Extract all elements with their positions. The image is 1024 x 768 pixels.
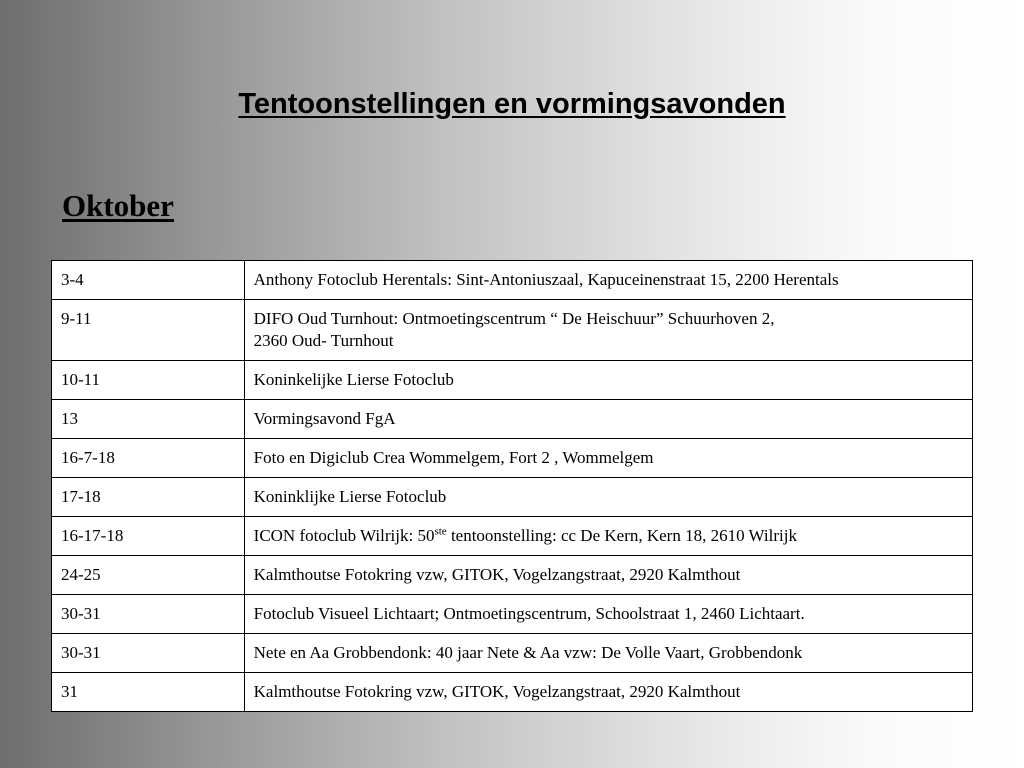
event-description: Foto en Digiclub Crea Wommelgem, Fort 2 , Wommelgem: [244, 439, 972, 478]
event-description: Kalmthoutse Fotokring vzw, GITOK, Vogelzangstraat, 2920 Kalmthout: [244, 673, 972, 712]
event-date: 24-25: [52, 556, 245, 595]
event-description: Koninkelijke Lierse Fotoclub: [244, 361, 972, 400]
event-date: 30-31: [52, 595, 245, 634]
table-row: [52, 517, 973, 556]
event-description: Koninklijke Lierse Fotoclub: [244, 478, 972, 517]
event-description: Anthony Fotoclub Herentals: Sint-Antoniuszaal, Kapuceinenstraat 15, 2200 Herentals: [244, 261, 972, 300]
event-description-line-1: DIFO Oud Turnhout: Ontmoetingscentrum “ De Heischuur” Schuurhoven 2,: [253, 309, 775, 328]
event-description-after: tentoonstelling: cc De Kern, Kern 18, 2610 Wilrijk: [446, 526, 797, 545]
event-date: 30-31: [52, 634, 245, 673]
table-row: [52, 439, 973, 478]
event-date: 16-17-18: [52, 517, 245, 556]
event-description: Fotoclub Visueel Lichtaart; Ontmoetingscentrum, Schoolstraat 1, 2460 Lichtaart.: [244, 595, 972, 634]
table-row: [52, 261, 973, 300]
table-row: [52, 634, 973, 673]
table-row: [52, 478, 973, 517]
event-description-before: ICON fotoclub Wilrijk: 50: [253, 526, 435, 545]
month-heading: Oktober: [62, 188, 174, 223]
event-description-line-2: 2360 Oud- Turnhout: [253, 331, 394, 350]
event-date: 10-11: [52, 361, 245, 400]
event-date: 17-18: [52, 478, 245, 517]
table-row: [52, 556, 973, 595]
table-row: [52, 673, 973, 712]
ordinal-superscript: ste: [434, 525, 447, 538]
event-date: 31: [52, 673, 245, 712]
event-date: 9-11: [52, 300, 245, 361]
event-date: 16-7-18: [52, 439, 245, 478]
event-description: [244, 517, 972, 556]
table-row: [52, 400, 973, 439]
events-table: [51, 260, 973, 712]
table-row: [52, 361, 973, 400]
event-description: Vormingsavond FgA: [244, 400, 972, 439]
slide-title: Tentoonstellingen en vormingsavonden: [238, 88, 786, 120]
table-row: [52, 595, 973, 634]
event-description: [244, 300, 972, 361]
event-date: 3-4: [52, 261, 245, 300]
event-description: Nete en Aa Grobbendonk: 40 jaar Nete & Aa vzw: De Volle Vaart, Grobbendonk: [244, 634, 972, 673]
table-row: [52, 300, 973, 361]
event-description: Kalmthoutse Fotokring vzw, GITOK, Vogelzangstraat, 2920 Kalmthout: [244, 556, 972, 595]
event-date: 13: [52, 400, 245, 439]
